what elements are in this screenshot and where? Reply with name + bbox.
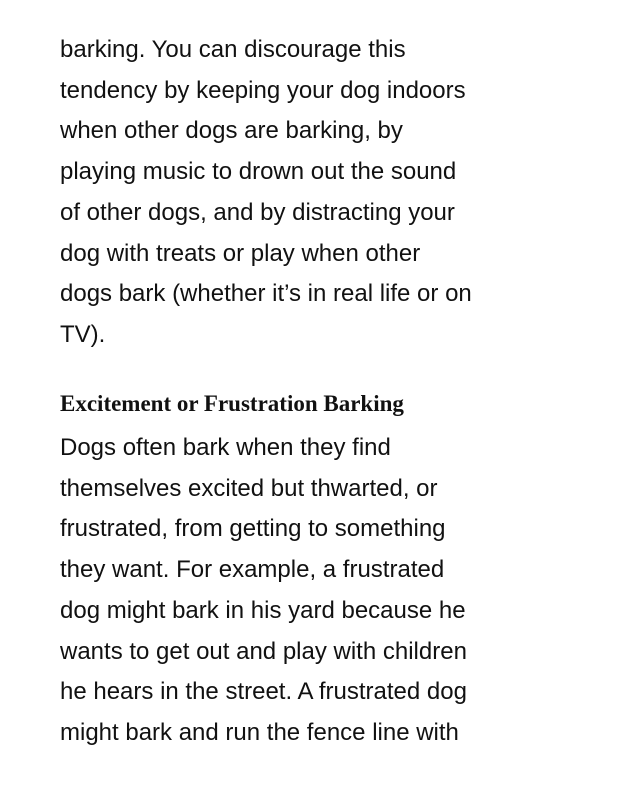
- body-paragraph: barking. You can discourage this tendency by keeping your dog indoors when other dogs are barking, by playing music to drown out the sound of other dogs, and by distracting your dog with treats or play when other dogs bark (whether it’s in real life or on TV).: [60, 36, 472, 348]
- document-page: [60, 30, 530, 746]
- section-heading: Excitement or Frustration Barking: [60, 391, 404, 416]
- body-paragraph: Dogs often bark when they find themselves excited but thwarted, or frustrated, from getting to something they want. For example, a frustrated dog might bark in his yard because he wants to get out and play with children he hears in the street. A frustrated dog might bark and run the fence line with: [60, 434, 467, 746]
